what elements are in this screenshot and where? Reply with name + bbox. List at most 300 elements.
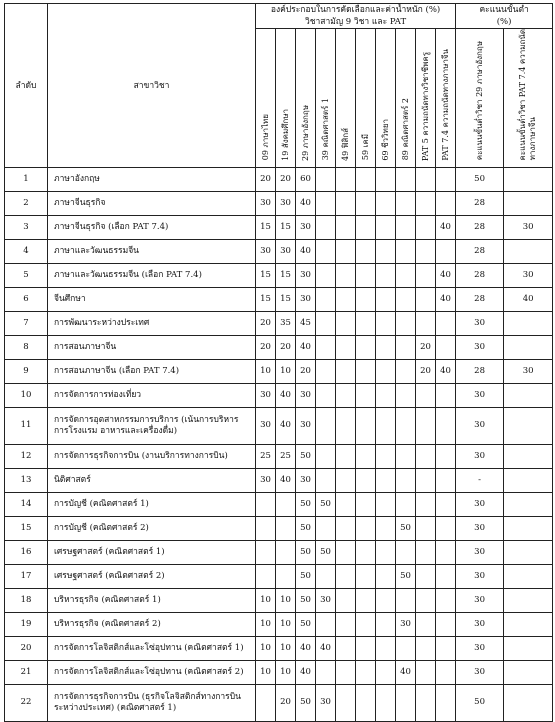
weight-cell: [316, 167, 336, 191]
weight-cell: 50: [296, 684, 316, 721]
table-row: [5, 383, 553, 407]
weight-cell: [436, 564, 456, 588]
weight-cell: 40: [276, 407, 296, 444]
weight-cell: [436, 540, 456, 564]
weight-cell: [416, 407, 436, 444]
weight-cell: [336, 588, 356, 612]
header-subject-6: [376, 29, 396, 168]
min-score-cell: [504, 564, 553, 588]
weight-cell: 50: [296, 588, 316, 612]
major-name: [48, 468, 256, 492]
weight-cell: [396, 263, 416, 287]
row-number: 22: [5, 684, 48, 721]
weight-cell: [336, 239, 356, 263]
weight-cell: [396, 636, 416, 660]
row-number: 9: [5, 359, 48, 383]
major-name-line: เศรษฐศาสตร์ (คณิตศาสตร์ 2): [54, 570, 165, 581]
weight-cell: [416, 564, 436, 588]
weight-cell: 10: [276, 660, 296, 684]
weight-cell: [396, 540, 416, 564]
min-score-cell: 30: [456, 588, 504, 612]
weight-cell: [316, 215, 336, 239]
weight-cell: [316, 383, 336, 407]
weight-cell: [436, 612, 456, 636]
weight-cell: 15: [276, 287, 296, 311]
row-number: 11: [5, 407, 48, 444]
weight-cell: [356, 588, 376, 612]
weight-cell: [376, 407, 396, 444]
weight-cell: 20: [416, 335, 436, 359]
weight-cell: [396, 311, 416, 335]
table-row: [5, 444, 553, 468]
weight-cell: [356, 167, 376, 191]
weight-cell: [376, 684, 396, 721]
major-name-line: การพัฒนาระหว่างประเทศ: [54, 317, 150, 328]
weight-cell: 35: [276, 311, 296, 335]
weight-cell: [436, 239, 456, 263]
weight-cell: [336, 359, 356, 383]
weight-cell: 60: [296, 167, 316, 191]
table-row: [5, 335, 553, 359]
weight-cell: [276, 540, 296, 564]
weight-cell: [416, 492, 436, 516]
min-score-cell: 30: [456, 444, 504, 468]
weight-cell: [376, 287, 396, 311]
weight-cell: 10: [256, 612, 276, 636]
major-name-line: การสอนภาษาจีน (เลือก PAT 7.4): [54, 365, 180, 376]
header-subject-label: 09 ภาษาไทย: [260, 114, 270, 161]
weight-cell: 40: [276, 468, 296, 492]
weight-cell: 10: [276, 612, 296, 636]
weight-cell: 10: [256, 359, 276, 383]
weight-cell: [356, 636, 376, 660]
header-major: สาขาวิชา: [48, 4, 256, 168]
header-order-no: ลำดับ: [5, 4, 48, 168]
min-score-cell: [504, 191, 553, 215]
major-name: [48, 660, 256, 684]
weight-cell: 20: [256, 335, 276, 359]
major-name-line: การจัดการโลจิสติกส์และโซ่อุปทาน (คณิตศาสตร์ 1): [54, 642, 244, 653]
weight-cell: [436, 660, 456, 684]
weight-cell: [336, 492, 356, 516]
table-row: [5, 612, 553, 636]
weight-cell: [396, 359, 416, 383]
row-number: 6: [5, 287, 48, 311]
weight-cell: 30: [256, 407, 276, 444]
weight-cell: 30: [296, 215, 316, 239]
weight-cell: 10: [256, 636, 276, 660]
weight-cell: [356, 407, 376, 444]
weight-cell: 30: [296, 383, 316, 407]
min-score-cell: [504, 311, 553, 335]
major-name: [48, 684, 256, 721]
weight-cell: [436, 335, 456, 359]
major-name: [48, 287, 256, 311]
min-score-cell: [504, 444, 553, 468]
min-score-cell: 28: [456, 191, 504, 215]
major-name: [48, 215, 256, 239]
weight-cell: 40: [436, 359, 456, 383]
weight-cell: 50: [396, 564, 416, 588]
weight-cell: [416, 383, 436, 407]
min-score-cell: 30: [456, 564, 504, 588]
weight-cell: [436, 588, 456, 612]
weight-cell: [356, 564, 376, 588]
min-score-cell: 30: [456, 311, 504, 335]
min-score-cell: -: [456, 468, 504, 492]
min-score-cell: [504, 468, 553, 492]
major-name: [48, 359, 256, 383]
weight-cell: [376, 468, 396, 492]
min-score-cell: 50: [456, 684, 504, 721]
major-name-line: เศรษฐศาสตร์ (คณิตศาสตร์ 1): [54, 546, 165, 557]
major-name: [48, 383, 256, 407]
weight-cell: [376, 564, 396, 588]
major-name: [48, 492, 256, 516]
major-name-line: ภาษาและวัฒนธรรมจีน: [54, 245, 139, 256]
weight-cell: [356, 468, 376, 492]
weight-cell: [316, 191, 336, 215]
weight-cell: [416, 660, 436, 684]
weight-cell: [416, 215, 436, 239]
weight-cell: [316, 612, 336, 636]
weight-cell: 40: [316, 636, 336, 660]
weight-cell: 15: [276, 215, 296, 239]
weight-cell: [416, 287, 436, 311]
weight-cell: 20: [296, 359, 316, 383]
weight-cell: [316, 311, 336, 335]
weight-cell: [336, 335, 356, 359]
header-subject-label: 19 สังคมศึกษา: [280, 108, 290, 161]
weight-cell: [316, 444, 336, 468]
weight-cell: [416, 263, 436, 287]
weight-cell: [376, 311, 396, 335]
row-number: 13: [5, 468, 48, 492]
major-name: [48, 612, 256, 636]
table-row: [5, 191, 553, 215]
major-name: [48, 564, 256, 588]
weight-cell: [436, 492, 456, 516]
weight-cell: [356, 263, 376, 287]
header-subject-3: [316, 29, 336, 168]
weight-cell: 50: [296, 444, 316, 468]
header-subject-label: 59 เคมี: [360, 134, 370, 161]
min-score-cell: [504, 383, 553, 407]
row-number: 8: [5, 335, 48, 359]
weight-cell: [256, 492, 276, 516]
weight-cell: [396, 588, 416, 612]
table-row: [5, 263, 553, 287]
weight-cell: 30: [296, 407, 316, 444]
table-row: [5, 540, 553, 564]
weight-cell: [316, 287, 336, 311]
major-name: [48, 636, 256, 660]
weight-cell: [396, 215, 416, 239]
weight-cell: [436, 444, 456, 468]
header-subject-label: 89 คณิตศาสตร์ 2: [400, 98, 410, 161]
weight-cell: [356, 492, 376, 516]
weight-cell: [376, 540, 396, 564]
table-row: [5, 359, 553, 383]
weight-cell: 30: [276, 239, 296, 263]
table-row: [5, 636, 553, 660]
weight-cell: [276, 564, 296, 588]
major-name: [48, 335, 256, 359]
row-number: 12: [5, 444, 48, 468]
weight-cell: 40: [276, 383, 296, 407]
weight-cell: [316, 660, 336, 684]
header-subject-label: PAT 5 ความถนัดทางวิชาชีพครู: [420, 51, 430, 161]
min-score-cell: [504, 660, 553, 684]
weight-cell: [416, 239, 436, 263]
table-row: [5, 215, 553, 239]
table-row: [5, 564, 553, 588]
table-row: [5, 492, 553, 516]
weight-cell: 50: [296, 564, 316, 588]
weight-cell: [436, 383, 456, 407]
major-name-line: การจัดการธุรกิจการบิน (ธุรกิจโลจิสติกส์ทางการบิน: [54, 691, 241, 702]
weight-cell: [396, 468, 416, 492]
weight-cell: 50: [296, 612, 316, 636]
major-name-line: ระหว่างประเทศ) (คณิตศาสตร์ 1): [54, 702, 177, 713]
major-name: [48, 407, 256, 444]
weight-cell: [336, 564, 356, 588]
weight-cell: [356, 660, 376, 684]
row-number: 10: [5, 383, 48, 407]
weight-cell: 25: [256, 444, 276, 468]
row-number: 3: [5, 215, 48, 239]
weight-cell: [396, 287, 416, 311]
major-name-line: การสอนภาษาจีน: [54, 341, 117, 352]
weight-cell: 15: [276, 263, 296, 287]
row-number: 4: [5, 239, 48, 263]
min-score-cell: 30: [456, 407, 504, 444]
weight-cell: [356, 215, 376, 239]
weight-cell: [336, 311, 356, 335]
weight-cell: [336, 468, 356, 492]
min-score-cell: 30: [504, 215, 553, 239]
major-name-line: นิติศาสตร์: [54, 474, 91, 485]
weight-cell: [436, 407, 456, 444]
header-subject-label: 39 คณิตศาสตร์ 1: [320, 98, 330, 161]
min-score-cell: 28: [456, 263, 504, 287]
min-score-cell: 28: [456, 287, 504, 311]
major-name-line: การบัญชี (คณิตศาสตร์ 2): [54, 522, 149, 533]
header-min-col-1: [504, 29, 553, 168]
weight-cell: [336, 636, 356, 660]
weight-cell: [316, 564, 336, 588]
min-score-cell: [504, 407, 553, 444]
weight-cell: [356, 612, 376, 636]
major-name-line: จีนศึกษา: [54, 293, 86, 304]
major-name-line: ภาษาอังกฤษ: [54, 173, 100, 184]
weight-cell: [376, 383, 396, 407]
min-score-cell: 30: [456, 660, 504, 684]
weight-cell: [336, 287, 356, 311]
weight-cell: [356, 311, 376, 335]
weight-cell: [396, 239, 416, 263]
header-weight-title: องค์ประกอบในการคัดเลือกและค่าน้ำหนัก (%): [270, 5, 441, 15]
header-min-score-group: [456, 4, 553, 29]
weight-cell: [356, 335, 376, 359]
min-score-cell: [504, 636, 553, 660]
header-subject-label: PAT 7.4 ความถนัดทางภาษาจีน: [440, 48, 450, 161]
header-min-col-0: [456, 29, 504, 168]
major-name-line: บริหารธุรกิจ (คณิตศาสตร์ 1): [54, 594, 161, 605]
row-number: 7: [5, 311, 48, 335]
weight-cell: [416, 684, 436, 721]
weight-cell: [376, 359, 396, 383]
weight-cell: 15: [256, 263, 276, 287]
weight-cell: [436, 468, 456, 492]
weight-cell: [356, 684, 376, 721]
major-name-line: ภาษาจีนธุรกิจ (เลือก PAT 7.4): [54, 221, 169, 232]
weight-cell: [356, 287, 376, 311]
weight-cell: 20: [276, 167, 296, 191]
weight-cell: [396, 335, 416, 359]
table-row: [5, 684, 553, 721]
table-row: [5, 167, 553, 191]
weight-cell: [376, 167, 396, 191]
header-subject-4: [336, 29, 356, 168]
header-weight-subtitle: วิชาสามัญ 9 วิชา และ PAT: [304, 17, 407, 27]
weight-cell: 40: [296, 191, 316, 215]
weight-cell: [416, 311, 436, 335]
min-score-cell: [504, 492, 553, 516]
major-name: [48, 239, 256, 263]
min-score-cell: 50: [456, 167, 504, 191]
weight-cell: [336, 167, 356, 191]
weight-cell: 10: [276, 636, 296, 660]
weight-cell: [356, 191, 376, 215]
weight-cell: [376, 492, 396, 516]
weight-cell: [256, 684, 276, 721]
min-score-cell: 30: [456, 636, 504, 660]
weight-cell: [336, 407, 356, 444]
row-number: 1: [5, 167, 48, 191]
weight-cell: 20: [416, 359, 436, 383]
weight-cell: [436, 516, 456, 540]
min-score-cell: 28: [456, 359, 504, 383]
weight-cell: [356, 540, 376, 564]
min-score-cell: 30: [456, 516, 504, 540]
weight-cell: [376, 263, 396, 287]
weight-cell: [416, 588, 436, 612]
weight-cell: 50: [316, 492, 336, 516]
table-row: [5, 239, 553, 263]
weight-cell: [376, 335, 396, 359]
min-score-cell: [504, 239, 553, 263]
min-score-cell: [504, 335, 553, 359]
weight-cell: 30: [256, 383, 276, 407]
table-row: [5, 468, 553, 492]
weight-cell: 30: [296, 263, 316, 287]
major-name: [48, 540, 256, 564]
weight-cell: 40: [296, 239, 316, 263]
weight-cell: [336, 191, 356, 215]
row-number: 21: [5, 660, 48, 684]
min-score-cell: [504, 612, 553, 636]
weight-cell: [356, 444, 376, 468]
weight-cell: [396, 383, 416, 407]
weight-cell: [356, 383, 376, 407]
table-header: [5, 4, 553, 168]
major-name-line: ภาษาจีนธุรกิจ: [54, 197, 106, 208]
weight-cell: 30: [256, 239, 276, 263]
min-score-cell: 30: [456, 540, 504, 564]
weight-cell: [336, 540, 356, 564]
weight-cell: 40: [296, 636, 316, 660]
min-score-cell: [504, 516, 553, 540]
weight-cell: 50: [396, 516, 416, 540]
major-name: [48, 588, 256, 612]
major-name: [48, 191, 256, 215]
table-row: [5, 516, 553, 540]
weight-cell: 40: [396, 660, 416, 684]
weight-cell: [316, 516, 336, 540]
weight-cell: 15: [256, 215, 276, 239]
admission-table-page: [4, 3, 552, 722]
weight-cell: [316, 359, 336, 383]
header-subject-label: 49 ฟิสิกส์: [340, 127, 350, 161]
weight-cell: 30: [256, 468, 276, 492]
row-number: 16: [5, 540, 48, 564]
weight-cell: [396, 684, 416, 721]
weight-cell: 40: [296, 660, 316, 684]
weight-cell: 50: [296, 540, 316, 564]
weight-cell: 50: [316, 540, 336, 564]
table-body: [5, 167, 553, 721]
header-subject-2: [296, 29, 316, 168]
weight-cell: [436, 191, 456, 215]
weight-cell: [376, 516, 396, 540]
weight-cell: [396, 444, 416, 468]
min-score-cell: 28: [456, 239, 504, 263]
min-score-cell: [504, 588, 553, 612]
weight-cell: [416, 191, 436, 215]
weight-cell: [336, 263, 356, 287]
header-min-col-label: คะแนนขั้นต่ำวิชา 29 ภาษาอังกฤษ: [474, 41, 484, 161]
weight-cell: 30: [296, 468, 316, 492]
weight-cell: [436, 167, 456, 191]
row-number: 17: [5, 564, 48, 588]
major-name-line: ภาษาและวัฒนธรรมจีน (เลือก PAT 7.4): [54, 269, 202, 280]
weight-cell: [396, 167, 416, 191]
weight-cell: [316, 468, 336, 492]
weight-cell: 20: [276, 335, 296, 359]
weight-cell: [336, 383, 356, 407]
weight-cell: [376, 660, 396, 684]
major-name-line: บริหารธุรกิจ (คณิตศาสตร์ 2): [54, 618, 161, 629]
admission-weight-table: [4, 3, 553, 722]
weight-cell: [356, 239, 376, 263]
major-name-line: การจัดการโลจิสติกส์และโซ่อุปทาน (คณิตศาสตร์ 2): [54, 666, 244, 677]
weight-cell: [276, 492, 296, 516]
weight-cell: [256, 564, 276, 588]
weight-cell: [356, 359, 376, 383]
row-number: 5: [5, 263, 48, 287]
weight-cell: [376, 239, 396, 263]
header-subject-9: [436, 29, 456, 168]
table-row: [5, 287, 553, 311]
min-score-cell: [504, 540, 553, 564]
weight-cell: [336, 215, 356, 239]
header-subject-8: [416, 29, 436, 168]
weight-cell: 40: [436, 287, 456, 311]
weight-cell: 40: [296, 335, 316, 359]
weight-cell: [316, 335, 336, 359]
min-score-cell: 30: [504, 263, 553, 287]
